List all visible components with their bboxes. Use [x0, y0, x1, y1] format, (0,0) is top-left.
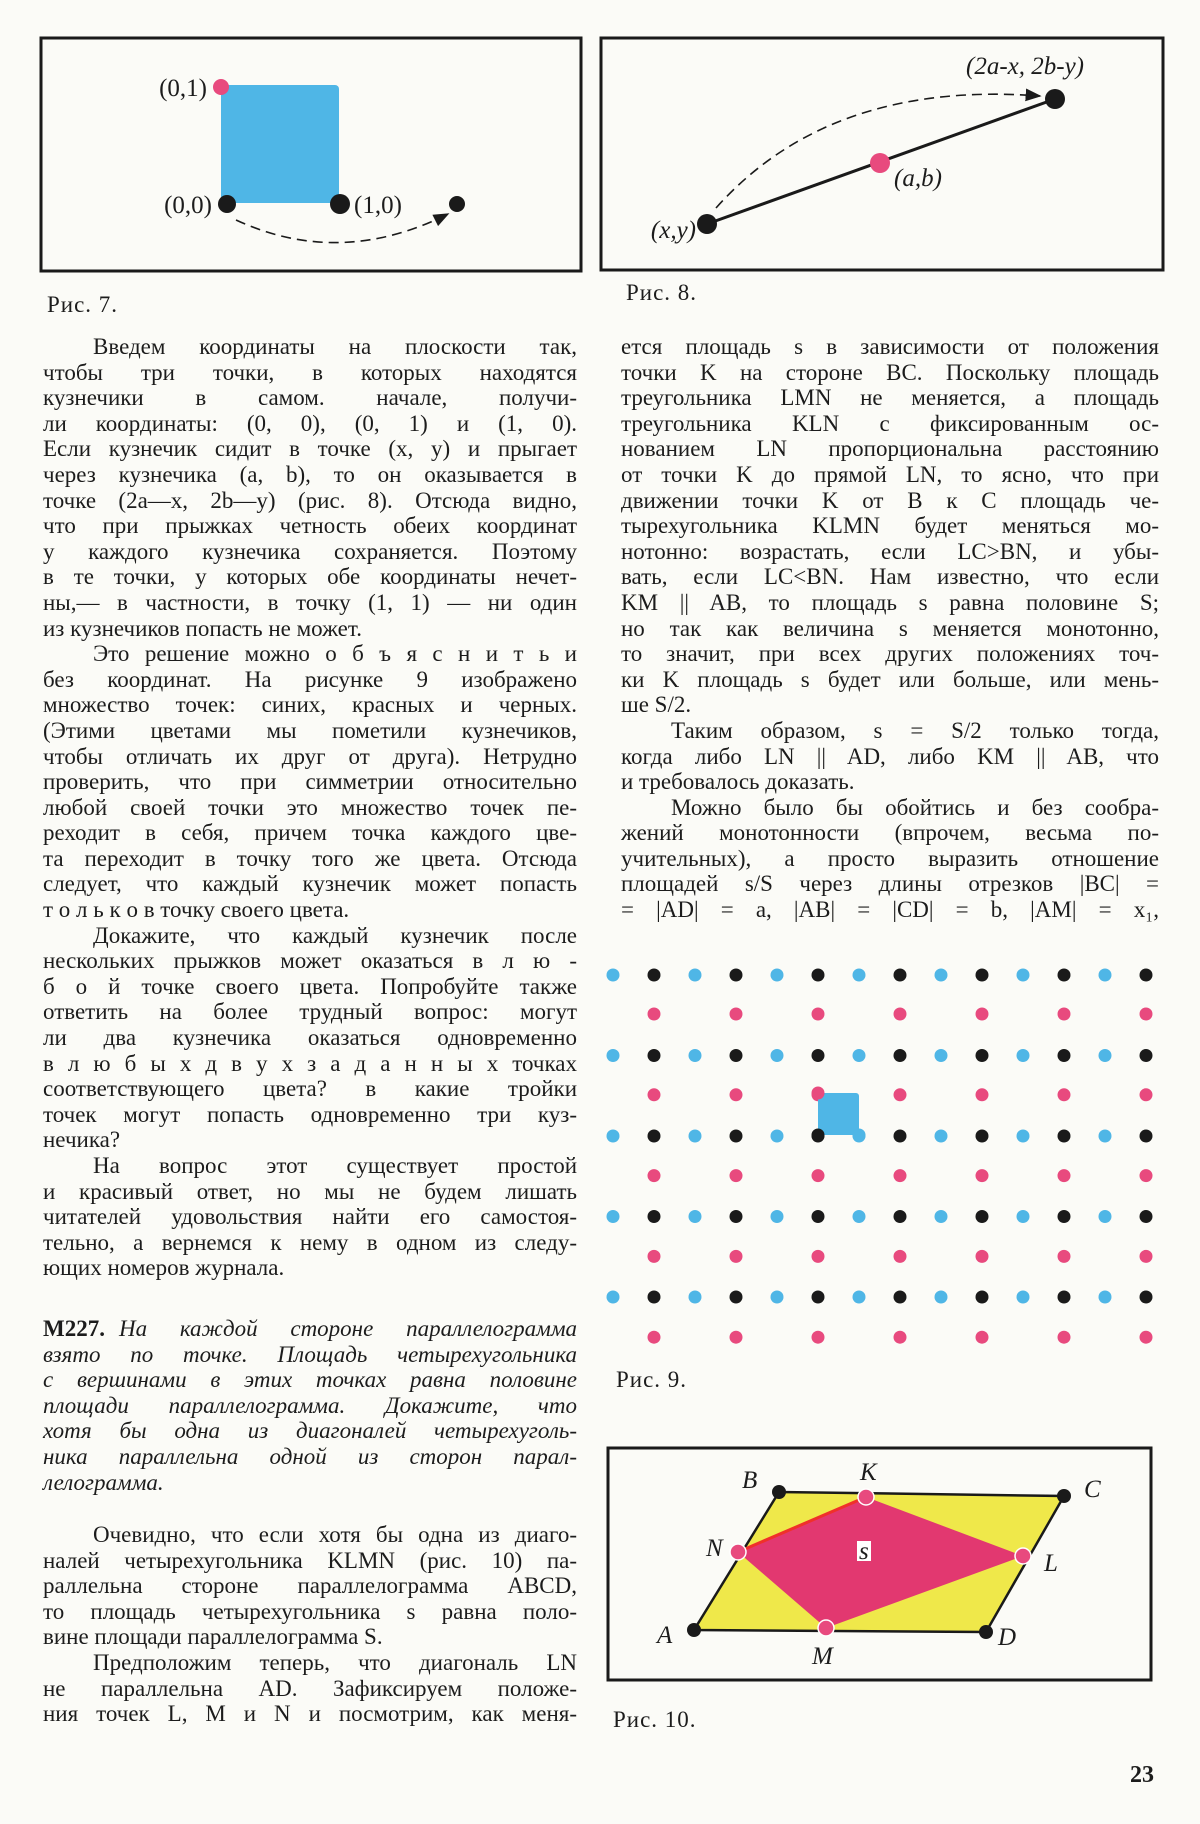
- black-dot: [812, 1129, 825, 1142]
- red-dot: [648, 1331, 661, 1344]
- problem-line: площади параллелограмма. Докажите, что: [43, 1392, 577, 1418]
- red-dot: [730, 1331, 743, 1344]
- black-dot: [894, 969, 907, 982]
- black-point-end: [1045, 89, 1065, 109]
- red-dot: [730, 1088, 743, 1101]
- text-line: ше S/2.: [621, 692, 692, 718]
- label-N: N: [706, 1535, 723, 1562]
- blue-dot: [1017, 1049, 1030, 1062]
- red-dot: [730, 1169, 743, 1182]
- text-line: ки K площадь s будет или больше, или мень-: [621, 666, 1159, 692]
- blue-dot: [853, 1210, 866, 1223]
- blue-dot: [1099, 1210, 1112, 1223]
- text-line: множество точек: синих, красных и черных.: [43, 692, 577, 718]
- black-dot: [730, 1210, 743, 1223]
- label-ab: (a,b): [894, 165, 942, 192]
- text-line: не параллельна AD. Зафиксируем положе-: [43, 1675, 577, 1701]
- red-dot: [1058, 1008, 1071, 1021]
- black-dot: [976, 969, 989, 982]
- figure-7-caption: Рис. 7.: [47, 292, 119, 317]
- red-dot: [812, 1250, 825, 1263]
- black-dot: [812, 969, 825, 982]
- point-A: [687, 1623, 701, 1637]
- right-column-text: [621, 334, 1159, 923]
- red-dot: [730, 1250, 743, 1263]
- red-dot: [976, 1250, 989, 1263]
- text-line: в л ю б ы х д в у х з а д а н н ы х точках: [43, 1050, 577, 1076]
- problem-line: хотя бы одна из диагоналей четырехуголь-: [43, 1418, 577, 1444]
- blue-dot: [689, 1291, 702, 1304]
- blue-dot: [607, 1049, 620, 1062]
- problem-text: На каждой стороне параллелограмма: [118, 1316, 577, 1341]
- black-dot: [1140, 1130, 1153, 1143]
- black-point-jump: [449, 196, 465, 212]
- label-M: M: [812, 1643, 833, 1670]
- black-dot: [648, 1291, 661, 1304]
- text-line: точек могут попасть одновременно три куз-: [43, 1101, 577, 1127]
- red-dot: [812, 1008, 825, 1021]
- red-point: [213, 79, 229, 95]
- blue-dot: [1017, 1130, 1030, 1143]
- red-dot: [1058, 1088, 1071, 1101]
- text-line: ны,— в частности, в точку (1, 1) — ни один: [43, 589, 577, 615]
- red-dot: [976, 1088, 989, 1101]
- red-dot: [1140, 1008, 1153, 1021]
- figure-9: [607, 969, 1153, 1344]
- problem-line: с вершинами в этих точках равна половине: [43, 1367, 577, 1393]
- text-line: Если кузнечик сидит в точке (x, y) и прыгает: [43, 436, 577, 462]
- black-dot: [812, 1049, 825, 1062]
- text-line: Докажите, что каждый кузнечик после: [93, 922, 577, 948]
- label-L: L: [1044, 1550, 1058, 1577]
- text-line: реходит в себя, причем точка каждого цве-: [43, 820, 577, 846]
- text-line: чтобы три точки, в которых находятся: [43, 359, 577, 385]
- text-line: читателей удовольствия найти его самостоя-: [43, 1204, 577, 1230]
- text-line: треугольника LMN не меняется, а площадь: [621, 385, 1159, 411]
- red-dot: [1140, 1250, 1153, 1263]
- red-dot: [812, 1087, 825, 1100]
- text-line: раллельна стороне параллелограмма ABCD,: [43, 1573, 577, 1599]
- black-dot: [730, 1130, 743, 1143]
- blue-dot: [771, 969, 784, 982]
- red-dot: [1058, 1169, 1071, 1182]
- problem-line: [43, 1316, 577, 1342]
- red-dot: [648, 1250, 661, 1263]
- label-B: B: [742, 1467, 758, 1494]
- unit-square: [818, 1093, 859, 1135]
- blue-dot: [1017, 1291, 1030, 1304]
- label-0-1: (0,1): [159, 75, 207, 102]
- black-dot: [1058, 1049, 1071, 1062]
- left-column-text: [43, 334, 577, 1281]
- black-dot: [894, 1130, 907, 1143]
- text-line: тырехугольника KLMN будет меняться мо-: [621, 513, 1159, 539]
- blue-dot: [689, 1210, 702, 1223]
- black-dot: [648, 1049, 661, 1062]
- point-K: [858, 1489, 874, 1505]
- text-line: (Этими цветами мы пометили кузнечиков,: [43, 717, 577, 743]
- text-line: и требовалось доказать.: [621, 769, 855, 795]
- black-dot: [730, 1049, 743, 1062]
- text-line: нованием LN пропорциональна расстоянию: [621, 436, 1159, 462]
- red-dot: [1058, 1331, 1071, 1344]
- text-line: то значит, при всех других положениях точ-: [621, 641, 1159, 667]
- black-dot: [1058, 969, 1071, 982]
- text-line: от точки K до прямой LN, то ясно, что при: [621, 461, 1159, 487]
- text-line: ется площадь s в зависимости от положения: [621, 334, 1159, 359]
- text-line: кузнечики в самом. начале, получи-: [43, 385, 577, 411]
- blue-dot: [935, 1130, 948, 1143]
- text-line: чтобы отличать их друг от друга). Нетрудно: [43, 743, 577, 769]
- label-C: C: [1084, 1476, 1101, 1503]
- label-1-0: (1,0): [354, 192, 402, 219]
- blue-dot: [771, 1049, 784, 1062]
- blue-dot: [935, 1049, 948, 1062]
- left-column-solution: [43, 1522, 577, 1727]
- text-line: ответить на более трудный вопрос: могут: [43, 999, 577, 1025]
- red-dot: [1140, 1088, 1153, 1101]
- point-D: [979, 1625, 993, 1639]
- red-point-center: [870, 153, 890, 173]
- label-A: A: [657, 1622, 673, 1649]
- red-dot: [894, 1088, 907, 1101]
- point-C: [1057, 1489, 1071, 1503]
- text-line: в те точки, у которых обе координаты нечет-: [43, 564, 577, 590]
- blue-dot: [771, 1130, 784, 1143]
- text-line: из кузнечиков попасть не может.: [43, 615, 362, 641]
- red-dot: [812, 1169, 825, 1182]
- label-0-0: (0,0): [164, 192, 212, 219]
- red-dot: [894, 1250, 907, 1263]
- point-L: [1015, 1548, 1031, 1564]
- red-dot: [894, 1331, 907, 1344]
- black-dot: [976, 1210, 989, 1223]
- text-line: нечика?: [43, 1127, 121, 1153]
- red-dot: [894, 1008, 907, 1021]
- point-M: [818, 1620, 834, 1636]
- text-line: тельно, а вернемся к нему в одном из следу-: [43, 1229, 577, 1255]
- jump-arrow: [716, 94, 1040, 208]
- blue-dot: [1099, 969, 1112, 982]
- black-dot: [1140, 1210, 1153, 1223]
- text-line: Очевидно, что если хотя бы одна из диаго-: [93, 1522, 577, 1547]
- black-dot: [648, 1130, 661, 1143]
- figure-10: [608, 1448, 1151, 1680]
- label-K: K: [860, 1459, 877, 1486]
- blue-dot: [771, 1210, 784, 1223]
- problem-number: M227.: [43, 1316, 105, 1341]
- black-dot: [976, 1291, 989, 1304]
- label-xy: (x,y): [650, 217, 696, 244]
- text-line: ния точек L, M и N и посмотрим, как меня-: [43, 1701, 577, 1727]
- red-dot: [976, 1008, 989, 1021]
- black-point-origin: [218, 195, 236, 213]
- text-line: следует, что каждый кузнечик может попасть: [43, 871, 577, 897]
- black-dot: [976, 1049, 989, 1062]
- text-line: учительных), а просто выразить отношение: [621, 845, 1159, 871]
- black-dot: [1140, 969, 1153, 982]
- black-dot: [1140, 1291, 1153, 1304]
- red-dot: [812, 1331, 825, 1344]
- blue-dot: [853, 1049, 866, 1062]
- text-line: ли координаты: (0, 0), (0, 1) и (1, 0).: [43, 410, 577, 436]
- blue-dot: [853, 1129, 866, 1142]
- point-B: [772, 1485, 786, 1499]
- text-line: налей четырехугольника KLMN (рис. 10) па-: [43, 1547, 577, 1573]
- text-line: ли два кузнечика оказаться одновременно: [43, 1025, 577, 1051]
- text-line: нескольких прыжков может оказаться в л ю -: [43, 948, 577, 974]
- red-dot: [730, 1008, 743, 1021]
- black-dot: [894, 1291, 907, 1304]
- text-line: = |AD| = a, |AB| = |CD| = b, |AM| = x₁,: [621, 897, 1159, 923]
- problem-line: ника параллельна одной из сторон парал-: [43, 1443, 577, 1469]
- blue-dot: [1017, 1210, 1030, 1223]
- black-dot: [812, 1210, 825, 1223]
- text-line: но так как величина s меняется монотонно,: [621, 615, 1159, 641]
- black-dot: [812, 1291, 825, 1304]
- blue-dot: [853, 1291, 866, 1304]
- blue-dot: [689, 1130, 702, 1143]
- blue-dot: [1017, 969, 1030, 982]
- text-line: Можно было бы обойтись и без сообра-: [671, 794, 1159, 820]
- text-line: Таким образом, s = S/2 только тогда,: [671, 717, 1159, 743]
- label-D: D: [998, 1624, 1017, 1651]
- red-dot: [976, 1169, 989, 1182]
- figure-10-caption: Рис. 10.: [613, 1707, 697, 1732]
- blue-dot: [771, 1291, 784, 1304]
- black-dot: [1058, 1130, 1071, 1143]
- blue-dot: [689, 1049, 702, 1062]
- text-line: движении точки K от B к C площадь че-: [621, 487, 1159, 513]
- red-dot: [648, 1008, 661, 1021]
- point-N: [730, 1544, 746, 1560]
- red-dot: [894, 1169, 907, 1182]
- text-line: что при прыжках четность обеих координат: [43, 513, 577, 539]
- text-line: треугольника KLN с фиксированным ос-: [621, 410, 1159, 436]
- text-line: Введем координаты на плоскости так,: [93, 334, 577, 359]
- text-line: жений монотонности (впрочем, весьма по-: [621, 820, 1159, 846]
- text-line: у каждого кузнечика сохраняется. Поэтому: [43, 538, 577, 564]
- label-s: s: [859, 1538, 869, 1565]
- text-line: KM || AB, то площадь s равна половине S;: [621, 589, 1159, 615]
- black-dot: [1058, 1291, 1071, 1304]
- black-dot: [730, 969, 743, 982]
- blue-dot: [1099, 1291, 1112, 1304]
- unit-square: [221, 85, 339, 203]
- label-target: (2a-x, 2b-y): [966, 53, 1084, 80]
- text-line: соответствующего цвета? в какие тройки: [43, 1076, 577, 1102]
- figure-7: [41, 38, 581, 271]
- text-line: ющих номеров журнала.: [43, 1255, 285, 1281]
- red-dot: [1140, 1331, 1153, 1344]
- black-dot: [976, 1130, 989, 1143]
- black-dot: [894, 1049, 907, 1062]
- black-dot: [648, 969, 661, 982]
- figure-9-caption: Рис. 9.: [616, 1367, 688, 1392]
- text-line: без координат. На рисунке 9 изображено: [43, 666, 577, 692]
- text-line: когда либо LN || AD, либо KM || AB, что: [621, 743, 1159, 769]
- text-line: через кузнечика (a, b), то он оказывается в: [43, 461, 577, 487]
- text-line: вать, если LC<BN. Нам известно, что если: [621, 564, 1159, 590]
- blue-dot: [935, 969, 948, 982]
- problem-line: лелограмма.: [43, 1469, 164, 1495]
- text-line: На вопрос этот существует простой: [93, 1153, 577, 1178]
- blue-dot: [935, 1291, 948, 1304]
- blue-dot: [853, 969, 866, 982]
- red-dot: [1140, 1169, 1153, 1182]
- jump-arrow: [236, 214, 448, 243]
- black-dot: [1058, 1210, 1071, 1223]
- blue-dot: [607, 1210, 620, 1223]
- black-point-10: [330, 194, 350, 214]
- text-line: б о й точке своего цвета. Попробуйте также: [43, 973, 577, 999]
- problem-m227: [43, 1316, 577, 1495]
- black-dot: [894, 1210, 907, 1223]
- text-line: и красивый ответ, но мы не будем лишать: [43, 1178, 577, 1204]
- blue-dot: [1099, 1049, 1112, 1062]
- figure-8: [601, 38, 1163, 270]
- text-line: проверить, что при симметрии относительно: [43, 769, 577, 795]
- text-line: точки K на стороне BC. Поскольку площадь: [621, 359, 1159, 385]
- red-dot: [648, 1088, 661, 1101]
- blue-dot: [935, 1210, 948, 1223]
- black-dot: [1140, 1049, 1153, 1062]
- black-dot: [648, 1210, 661, 1223]
- blue-dot: [1099, 1130, 1112, 1143]
- blue-dot: [689, 969, 702, 982]
- text-line: площадей s/S через длины отрезков |BC| =: [621, 871, 1159, 897]
- text-line: Предположим теперь, что диагональ LN: [93, 1649, 577, 1675]
- text-line: то площадь четырехугольника s равна поло-: [43, 1598, 577, 1624]
- page-number: 23: [1130, 1762, 1154, 1788]
- text-line: та переходит в точку того же цвета. Отсюда: [43, 845, 577, 871]
- text-line: т о л ь к о в точку своего цвета.: [43, 897, 350, 923]
- text-line: точке (2a—x, 2b—y) (рис. 8). Отсюда видно,: [43, 487, 577, 513]
- blue-dot: [607, 1130, 620, 1143]
- blue-dot: [607, 969, 620, 982]
- text-line: Это решение можно о б ъ я с н и т ь и: [93, 641, 577, 667]
- problem-line: взято по точке. Площадь четырехугольника: [43, 1341, 577, 1367]
- red-dot: [1058, 1250, 1071, 1263]
- red-dot: [648, 1169, 661, 1182]
- text-line: нотонно: возрастать, если LC>BN, и убы-: [621, 538, 1159, 564]
- blue-dot: [607, 1291, 620, 1304]
- black-dot: [730, 1291, 743, 1304]
- text-line: вине площади параллелограмма S.: [43, 1624, 383, 1650]
- black-point-start: [697, 214, 717, 234]
- red-dot: [976, 1331, 989, 1344]
- figure-8-caption: Рис. 8.: [626, 280, 698, 305]
- text-line: любой своей точки это множество точек пе-: [43, 794, 577, 820]
